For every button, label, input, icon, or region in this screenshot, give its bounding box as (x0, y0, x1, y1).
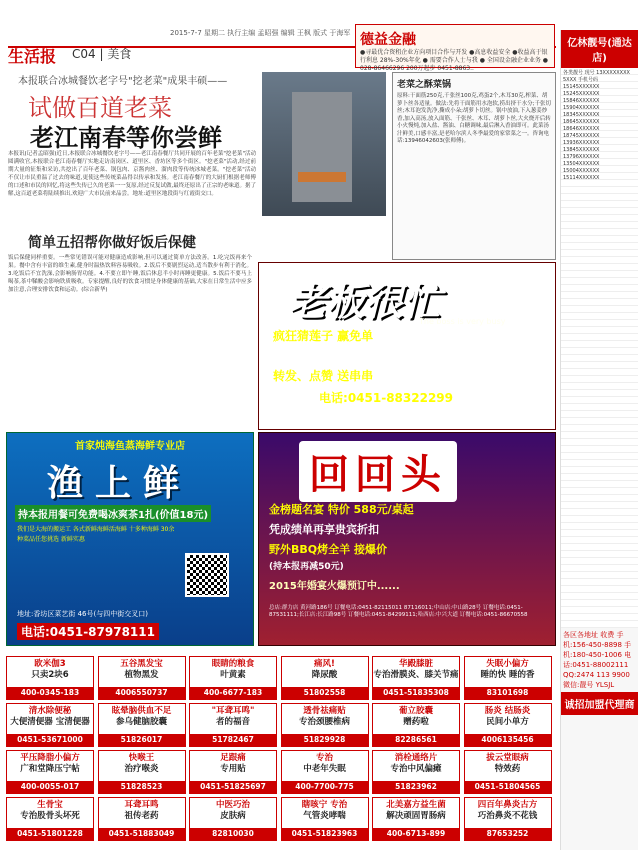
classified-ad[interactable] (464, 797, 552, 841)
ad-line2: 解决顽固胃肠病 (386, 811, 446, 821)
fish-address: 地址:香坊区菜艺街 46号(与四中街交叉口) (17, 610, 148, 618)
ad-phone: 0451-51823963 (282, 828, 368, 840)
huihuitou-ad[interactable] (258, 432, 556, 646)
finance-ad[interactable] (355, 24, 555, 72)
classified-ad[interactable] (281, 750, 369, 794)
ad-phone: 0451-51835308 (373, 687, 459, 699)
right-col-contact: 各区各地址 收费 手机:156-450-8898 手机:180-450-1006 电话:0451-88002111 QQ:2474 113 9900 微信:靓号 YLSJL (563, 631, 632, 689)
ad-line1: 北美嘉方益生菌 (386, 800, 446, 810)
ad-phone: 400-6677-183 (190, 687, 276, 699)
classified-ad[interactable] (464, 703, 552, 747)
ad-phone: 0451-53671000 (7, 734, 93, 746)
ad-phone: 0451-51825697 (190, 781, 276, 793)
ad-line2: 巧治鼻炎不花钱 (477, 811, 538, 821)
ad-line2: 参乌健脑胶囊 (115, 717, 167, 727)
ad-line2: 广和堂降压宁帖 (20, 764, 80, 774)
ad-line1: 透骨祛痛贴 (303, 706, 346, 716)
ad-line1: 清水除便秘 (28, 706, 72, 716)
ad-phone: 51802558 (282, 687, 368, 699)
ad-line1: 生骨宝 (37, 800, 63, 810)
classified-ad[interactable] (6, 750, 94, 794)
ad-line1: 四百年鼻炎古方 (477, 800, 538, 810)
ad-phone: 0451-51801228 (7, 828, 93, 840)
classified-grid (6, 656, 554, 848)
classified-ad[interactable] (372, 703, 460, 747)
ad-line1: 失眠小偏方 (486, 659, 529, 669)
recipe-title: 老菜之酥菜锅 (397, 80, 452, 90)
ad-line2: 治疗喉炎 (124, 764, 159, 774)
ad-phone: 400-0345-183 (7, 687, 93, 699)
classified-ad[interactable] (189, 797, 277, 841)
fish-phone: 电话:0451-87978111 (17, 623, 159, 640)
laoban-phone: 电话:0451-88322299 (319, 391, 453, 405)
ad-phone: 51782467 (190, 734, 276, 746)
ad-line2: 气管炎哮喘 (303, 811, 346, 821)
classified-ad[interactable] (372, 797, 460, 841)
ad-line1: 欧米伽3 (34, 659, 66, 669)
ad-phone: 400-6713-899 (373, 828, 459, 840)
classified-ad[interactable] (281, 797, 369, 841)
ad-line1: 瞎咳宁 专治 (301, 800, 348, 810)
ad-line1: 痛风! (314, 659, 335, 669)
fish-promo: 持本报用餐可免费喝冰爽茶1扎(价值18元) (15, 505, 211, 522)
ad-line1: 五谷黑发宝 (120, 659, 163, 669)
fish-logo: 渔上鲜 (47, 463, 192, 504)
ad-line2: 专治中风偏瘫 (390, 764, 442, 774)
ad-phone: 82286561 (373, 734, 459, 746)
fish-restaurant-ad[interactable] (6, 432, 254, 646)
laoban-promo1: 疯狂猜莲子 赢免单 (273, 329, 374, 343)
ad-phone: 4006550737 (99, 687, 185, 699)
ad-line1: 足跟痛 (220, 753, 246, 763)
classified-ad[interactable] (464, 656, 552, 700)
laoban-list: 本店特推:红烧牛肉、油炸鸡排、小龙虾、烤串、铁板鱿鱼等精品美味;另有:各类啤酒、饮料、白酒、果汁等,欢迎您的光临!店内可容纳100余人同时就餐。 (273, 343, 539, 356)
ad-phone: 0451-51883049 (99, 828, 185, 840)
ad-line2: 特效药 (494, 764, 521, 774)
laoban-promo2: 转发、点赞 送串串 (273, 369, 374, 383)
right-column-ad[interactable] (560, 30, 638, 850)
restaurant-photo (262, 72, 386, 216)
classified-ad[interactable] (6, 656, 94, 700)
dateline: 2015-7-7 星期二 执行主编 孟昭强 编辑 王枫 版式 于海军 (170, 29, 351, 37)
ad-phone: 4006135456 (465, 734, 551, 746)
ad-line1: 眼睛的粮食 (211, 659, 255, 669)
recipe-body: 原料:干面筋250克,千张丝100克,鸡蛋2个,木耳30克,榨菜、胡萝卜丝各适量。做法:先将干面筋用水泡软,捞出挤干水分;千张切丝;木耳泡发洗净,撕成小朵;胡萝卜切丝。锅中放油,下入葱姜炒香,加入高汤,放入面筋、千张丝、木耳、胡萝卜丝,大火烧开后转小火慢炖,加入盐、酱油、白糖调味,最后淋入香油即可。此菜汤汁鲜美,口感丰富,是老哈尔滨人冬季最爱的家常菜之一。咨询电话:13946042603(张师傅)。 (397, 93, 551, 144)
classified-ad[interactable] (281, 656, 369, 700)
laoban-title: 老板很忙 (289, 280, 442, 324)
ad-phone: 400-7700-775 (282, 781, 368, 793)
article-kicker: 本报联合冰城餐饮老字号"挖老菜"成果丰硕—— (18, 76, 228, 87)
ad-line2: 祖传老药 (124, 811, 159, 821)
ad-phone: 0451-51804565 (465, 781, 551, 793)
huihuitou-logo: 回回头 (299, 441, 457, 502)
classified-ad[interactable] (281, 703, 369, 747)
health-body: 饭后保健同样重要。一些常见错误可能对健康造成影响,但可以通过简单方法改善。1.吃完饭再来个果。餐中含有丰富的维生素,健身时温热饮料容易吸收。2.饭后不要剧烈运动,适当散步有利于消化。3.吃饭后不宜洗澡,会影响肠胃功能。4.不要立即午睡,饭后休息半小时再睡更健康。5.饭后不要马上喝茶,茶中鞣酸会影响铁质吸收。专家提醒,良好的饮食习惯是身体健康的基础,大家在日常生活中应多加注意,合理安排饮食和运动。(综合新华) (8, 255, 252, 293)
ad-line1: "耳聋耳鸣" (211, 706, 255, 716)
section-label: C04 | 美食 (72, 47, 132, 61)
ad-line2: 降尿酸 (311, 670, 338, 680)
classified-ad[interactable] (6, 797, 94, 841)
ad-line1: 耳聋耳鸣 (124, 800, 159, 810)
ad-line2: 专用贴 (220, 764, 246, 774)
classified-ad[interactable] (372, 656, 460, 700)
ad-phone: 400-0055-017 (7, 781, 93, 793)
finance-ad-text: ●寻最优合资租企业方向项目合作与开发 ●高息收益安全 ●收益高于银行利息 28%-30%年化 ● 需要合作人士与我 ● 全国设金融企业业务 ● 028-86466296 200万起步 0451-8863.. (360, 49, 548, 72)
ad-line2: 专治滑膜炎、膝关节痛 (373, 670, 459, 680)
laoban-ad[interactable] (258, 262, 556, 430)
ad-phone: 87653252 (465, 828, 551, 840)
huihuitou-line4: (持本报再减50元) (269, 562, 344, 572)
ad-line1: 专治 (315, 753, 333, 763)
classified-ad[interactable] (189, 656, 277, 700)
ad-line2: 者的福音 (215, 717, 250, 727)
ad-phone: 51828523 (99, 781, 185, 793)
newspaper-brand: 生活报 (8, 47, 57, 66)
classified-ad[interactable] (189, 750, 277, 794)
right-col-title: 亿林靓号(通达店) (561, 30, 638, 68)
ad-line1: 中医巧治 (215, 800, 250, 810)
huihuitou-line3: 野外BBQ烤全羊 接爆价 (269, 543, 387, 556)
ad-phone: 51823962 (373, 781, 459, 793)
right-col-cta: 诚招加盟代理商 (561, 692, 638, 715)
ad-line2: 赠药啦 (403, 717, 429, 727)
huihuitou-line5: 2015年婚宴火爆预订中...... (269, 581, 400, 592)
article-body: 本报讯(记者孟昭强)近日,本报联合冰城餐饮老字号——老江南春餐厅共同开展的百年老菜"挖老菜"活动圆满收官,本报联合老江南春餐厅实地走访南岗区、道里区、香坊区等多个街区。"挖老菜"活动,经过前期大量的征集和采访,共挖出了百年老菜、锅包肉、京酱肉丝、溜肉段等传统冰城老菜。"挖老菜"活动不仅让市民重温了过去的味道,更使这些传统菜品得以传承和发扬。老江南春餐厅的大厨们根据老师傅的口述和市民的回忆,将这些失传已久的老菜一一复原,经过反复试做,最终还原出了正宗的老味道。据了解,这百道老菜将陆续推出,欢迎广大市民前来品尝。地址:道里区地段街与红霞街交口。 (8, 151, 256, 197)
ad-phone: 51829928 (282, 734, 368, 746)
fish-head: 首家炖海鱼蒸海鲜专业店 (75, 441, 185, 452)
qr-code-icon (185, 553, 229, 597)
health-subhead: 简单五招帮你做好饭后保健 (28, 235, 196, 251)
fish-list: 我们是大海的搬运工 各式新鲜海鲜活海鲜 十多种海鲜 30余种菜品任您挑选 新鲜实惠 (17, 526, 175, 543)
article-title-line1: 试做百道老菜 (28, 94, 172, 122)
ad-line2: 中老年失眠 (303, 764, 346, 774)
ad-phone: 51826017 (99, 734, 185, 746)
right-col-list: 各类靓号 现号 13XXXXXXXX 5XXX 手机号码 15145XXXXXX 15245XXXXXX 15846XXXXXX 15904XXXXXX 18345XXXXXX 18645XXXXXX 18646XXXXXX 18745XXXXXX 13936XXXXXX 13845XXXXXX 13796XXXXXX 13504XXXXXX 15004XXXXXX 15114XXXXXX (561, 68, 638, 628)
huihuitou-footer: 总店:群力店 黄河路186号 订餐电话:0451-82115011 87116011;中山店:中山路28号 订餐电话:0451-87531111;长江店:长江路98号 订餐电话:0451-84299111;哈西店:中兴大道 订餐电话:0451-86670558 (269, 605, 528, 618)
classified-ad[interactable] (464, 750, 552, 794)
ad-line1: 平压降脂小偏方 (20, 753, 80, 763)
huihuitou-line2: 凭成绩单再享贵宾折扣 (269, 523, 379, 536)
ad-line1: 华殿膝脏 (398, 659, 433, 669)
ad-line2: 大便清便器 宝清便器 (10, 717, 90, 727)
laoban-address: 地址:哈尔滨市南岗区学府路副1-15号(福顺商都) (273, 410, 423, 418)
article-title-line2: 老江南春等你尝鲜 (30, 123, 222, 152)
ad-line2: 民间小单方 (486, 717, 529, 727)
classified-ad[interactable] (189, 703, 277, 747)
ad-line2: 叶黄素 (220, 670, 246, 680)
classified-ad[interactable] (98, 797, 186, 841)
classified-ad[interactable] (6, 703, 94, 747)
ad-line1: 拔云堂眼病 (486, 753, 529, 763)
ad-line2: 专治颈腰椎病 (298, 717, 350, 727)
ad-line1: 快喉王 (128, 753, 155, 763)
finance-ad-title: 德益金融 (360, 32, 416, 48)
ad-line1: 葡立胶囊 (398, 706, 433, 716)
ad-line2: 植物黑发 (124, 670, 159, 680)
recipe-box (392, 72, 556, 260)
ad-line1: 眩晕脑供血不足 (111, 706, 172, 716)
classified-ad[interactable] (98, 703, 186, 747)
ad-line1: 肠炎 结肠炎 (484, 706, 531, 716)
huihuitou-line1: 金榜题名宴 特价 588元/桌起 (269, 503, 414, 516)
ad-line1: 消栓通络片 (394, 753, 438, 763)
laoban-subtitle: The boss is very busy (419, 317, 506, 326)
ad-line2: 只卖2块6 (31, 670, 69, 680)
ad-line2: 皮肤病 (220, 811, 246, 821)
ad-line2: 专治股骨头坏死 (20, 811, 80, 821)
classified-ad[interactable] (98, 750, 186, 794)
classified-ad[interactable] (98, 656, 186, 700)
classified-ad[interactable] (372, 750, 460, 794)
ad-phone: 82810030 (190, 828, 276, 840)
ad-line2: 睡的快 睡的香 (480, 670, 535, 680)
ad-phone: 83101698 (465, 687, 551, 699)
